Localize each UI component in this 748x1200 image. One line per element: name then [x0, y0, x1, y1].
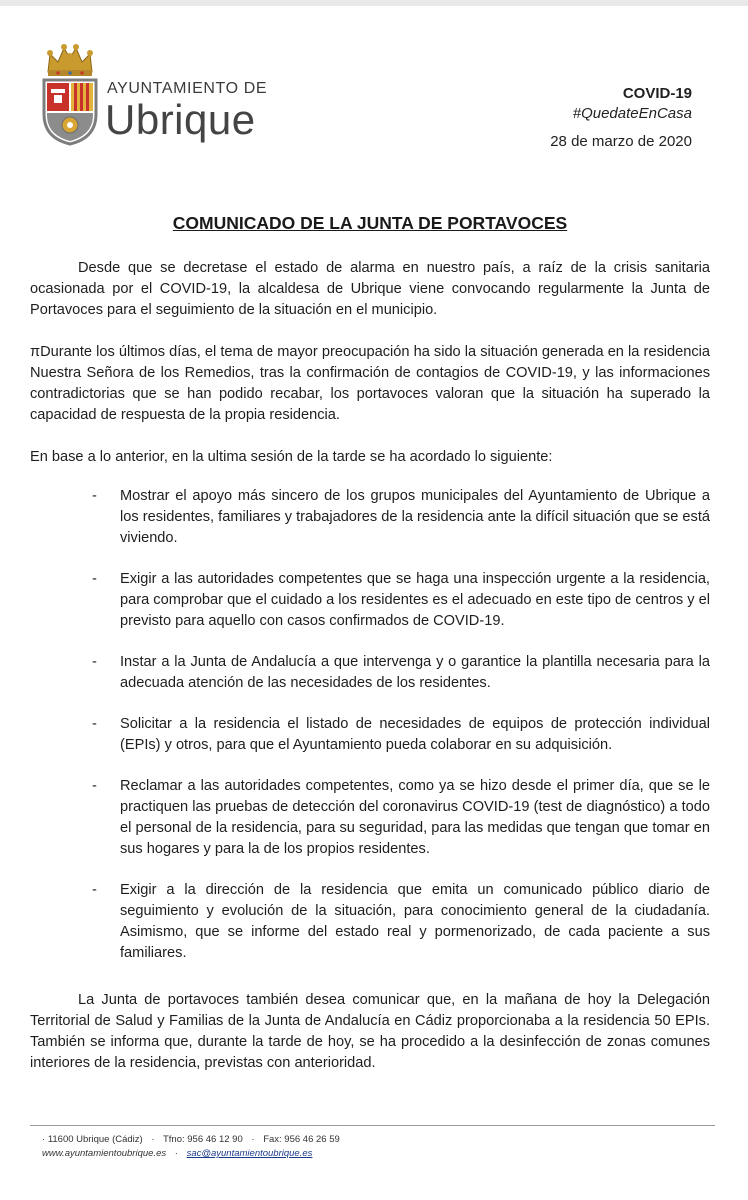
footer-fax: Fax: 956 46 26 59: [263, 1134, 340, 1145]
footer-separator: ·: [151, 1134, 155, 1145]
footer-website-link[interactable]: www.ayuntamientoubrique.es: [42, 1148, 167, 1159]
footer-separator: ·: [251, 1134, 255, 1145]
org-name: Ubrique: [105, 96, 256, 143]
list-item: [30, 714, 710, 756]
paragraph-4: La Junta de portavoces también desea comunicar que, en la mañana de hoy la Delegación Territorial de Salud y Familias de la Junta de Andalucía en Cádiz proporcionaba a la residencia 50 EPIs. También se informa que, durante la tarde de hoy, se ha procedido a la desinfección de zonas comunes interiores de la residencia, previstas con anterioridad.: [30, 992, 710, 1071]
list-item-text: Instar a la Junta de Andalucía a que intervenga y o garantice la plantilla necesaria para la adecuada atención de las necesidades de los residentes.: [120, 654, 710, 691]
header-meta: [550, 84, 692, 152]
paragraph-3: En base a lo anterior, en la ultima sesión de la tarde se ha acordado lo siguiente:: [30, 449, 553, 465]
bullet-dash: -: [92, 488, 97, 504]
coat-of-arms-icon: [40, 42, 100, 146]
bullet-dash: -: [92, 571, 97, 587]
list-item-text: Exigir a la dirección de la residencia que emita un comunicado público diario de seguimiento y evolución de la situación, para conocimiento general de la ciudadanía. Asimismo, que se informe del estado real y pormenorizado, de cada paciente a sus familiares.: [120, 882, 710, 961]
hashtag: #QuedateEnCasa: [572, 105, 692, 122]
list-item-text: Mostrar el apoyo más sincero de los grupos municipales del Ayuntamiento de Ubrique a los residentes, familiares y trabajadores de la residencia ante la difícil situación que se está viviendo.: [120, 488, 710, 546]
bullet-dash: -: [92, 882, 97, 898]
org-prefix: AYUNTAMIENTO DE: [107, 80, 268, 97]
footer-bullet: ·: [42, 1134, 46, 1145]
bullet-dash: -: [92, 654, 97, 670]
footer-divider: [30, 1125, 715, 1126]
footer-email-link[interactable]: sac@ayuntamientoubrique.es: [186, 1148, 313, 1159]
list-item-text: Exigir a las autoridades competentes que se haga una inspección urgente a la residencia, para comprobar que el cuidado a los residentes es el adecuado en este tipo de centros y el previsto para aquello con casos confirmados de COVID-19.: [120, 571, 710, 629]
bullet-dash: -: [92, 716, 97, 732]
covid-tag: COVID-19: [622, 85, 692, 102]
footer-phone: Tfno: 956 46 12 90: [162, 1134, 243, 1145]
list-item: [30, 486, 710, 549]
document-date: 28 de marzo de 2020: [550, 133, 692, 150]
footer-separator: ·: [174, 1148, 178, 1159]
top-edge: [0, 0, 748, 6]
list-item-text: Reclamar a las autoridades competentes, como ya se hizo desde el primer día, que se le practiquen las pruebas de detección del coronavirus COVID-19 (test de diagnóstico) a todo el personal de la residencia, para su seguridad, para las medidas que tengan que tomar en sus hogares y para la de los propios residentes.: [120, 778, 710, 857]
paragraph-2: πDurante los últimos días, el tema de mayor preocupación ha sido la situación generada en la residencia Nuestra Señora de los Remedios, tras la confirmación de contagios de COVID-19, y las informaciones contradictorias que se han podido recabar, los portavoces valoran que la situación ha superado la capacidad de respuesta de la propia residencia.: [30, 344, 710, 423]
list-item: [30, 880, 710, 964]
agreement-list: [30, 486, 710, 964]
paragraph-1: Desde que se decretase el estado de alarma en nuestro país, a raíz de la crisis sanitaria ocasionada por el COVID-19, la alcaldesa de Ubrique viene convocando regularmente la Junta de Portavoces para el seguimiento de la situación en el municipio.: [30, 260, 710, 318]
list-item: [30, 652, 710, 694]
footer-address: 11600 Ubrique (Cádiz): [47, 1134, 143, 1145]
list-item-text: Solicitar a la residencia el listado de necesidades de equipos de protección individual (EPIs) y otros, para que el Ayuntamiento pueda colaborar en su adquisición.: [120, 716, 710, 753]
list-item: [30, 569, 710, 632]
document-body: [30, 258, 710, 1074]
document-title: COMUNICADO DE LA JUNTA DE PORTAVOCES: [172, 213, 568, 233]
footer: [42, 1133, 340, 1161]
bullet-dash: -: [92, 778, 97, 794]
list-item: [30, 776, 710, 860]
